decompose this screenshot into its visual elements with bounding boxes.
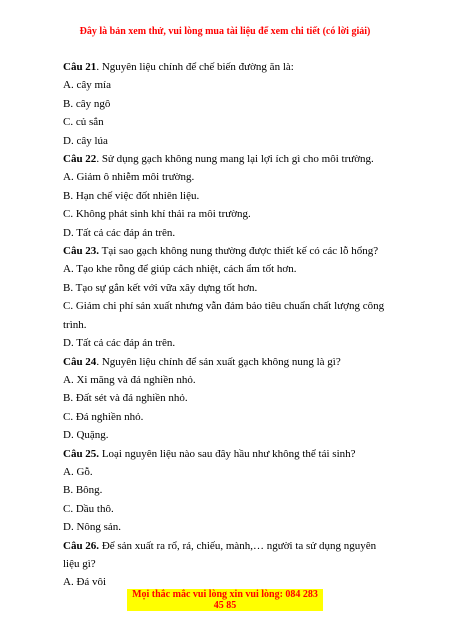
option-22-c: C. Không phát sinh khí thải ra môi trường. xyxy=(63,208,251,221)
question-label: Câu 25. xyxy=(63,447,100,460)
question-label: Câu 22 xyxy=(63,153,97,166)
option-25-d: D. Nông sản. xyxy=(63,521,122,534)
option-23-b: B. Tạo sự gắn kết với vữa xây dựng tốt hơn. xyxy=(63,281,258,294)
option-25-c: C. Dầu thô. xyxy=(63,502,114,515)
question-text: . Nguyên liệu chính để chế biến đường ăn là: xyxy=(96,61,294,73)
question-label: Câu 23. xyxy=(63,245,100,258)
option-26-a: A. Đá vôi xyxy=(63,576,107,589)
question-24 xyxy=(63,353,393,371)
question-list xyxy=(63,58,393,592)
option-23-d: D. Tất cả các đáp án trên. xyxy=(63,337,176,350)
option-23-c: C. Giảm chi phí sản xuất nhưng vẫn đảm bảo tiêu chuẩn chất lượng công trình. xyxy=(63,300,385,331)
preview-notice: Đây là bản xem thử, vui lòng mua tài liệu để xem chi tiết (có lời giải) xyxy=(79,26,371,37)
option-24-b: B. Đất sét và đá nghiền nhỏ. xyxy=(63,392,188,405)
option-21-d: D. cây lúa xyxy=(63,134,108,147)
question-text: . Nguyên liệu chính để sản xuất gạch không nung là gì? xyxy=(96,355,341,368)
option-22-a: A. Giảm ô nhiễm môi trường. xyxy=(63,171,195,184)
option-21-a: A. cây mía xyxy=(63,79,111,92)
option-21-c: C. củ sắn xyxy=(63,116,104,129)
option-23-a: A. Tạo khe rỗng để giúp cách nhiệt, cách ẩm tốt hơn. xyxy=(63,263,297,276)
option-24-c: C. Đá nghiền nhỏ. xyxy=(63,410,144,423)
option-25-a: A. Gỗ. xyxy=(63,465,93,478)
question-23 xyxy=(63,242,393,260)
question-26 xyxy=(63,537,393,574)
question-21 xyxy=(63,58,393,76)
question-label: Câu 26. xyxy=(63,539,100,552)
question-text: Để sản xuất ra rổ, rá, chiếu, mành,… người ta sử dụng nguyên liệu gì? xyxy=(63,539,377,570)
contact-footer: Mọi thắc mắc vui lòng xin vui lòng: 084 283 45 85 xyxy=(127,589,323,611)
option-22-d: D. Tất cả các đáp án trên. xyxy=(63,226,176,239)
question-text: Tại sao gạch không nung thường được thiết kế có các lỗ hổng? xyxy=(99,245,379,258)
question-text: . Sử dụng gạch không nung mang lại lợi ích gì cho môi trường. xyxy=(96,153,374,166)
option-22-b: B. Hạn chế việc đốt nhiên liệu. xyxy=(63,189,200,202)
option-24-a: A. Xi măng và đá nghiền nhỏ. xyxy=(63,373,196,386)
option-21-b: B. cây ngô xyxy=(63,97,111,110)
question-label: Câu 24 xyxy=(63,355,97,368)
question-label: Câu 21 xyxy=(63,61,97,73)
question-22 xyxy=(63,150,393,168)
question-text: Loại nguyên liệu nào sau đây hầu như không thể tái sinh? xyxy=(99,447,356,460)
option-24-d: D. Quặng. xyxy=(63,429,109,442)
question-25 xyxy=(63,445,393,463)
option-25-b: B. Bông. xyxy=(63,484,103,497)
